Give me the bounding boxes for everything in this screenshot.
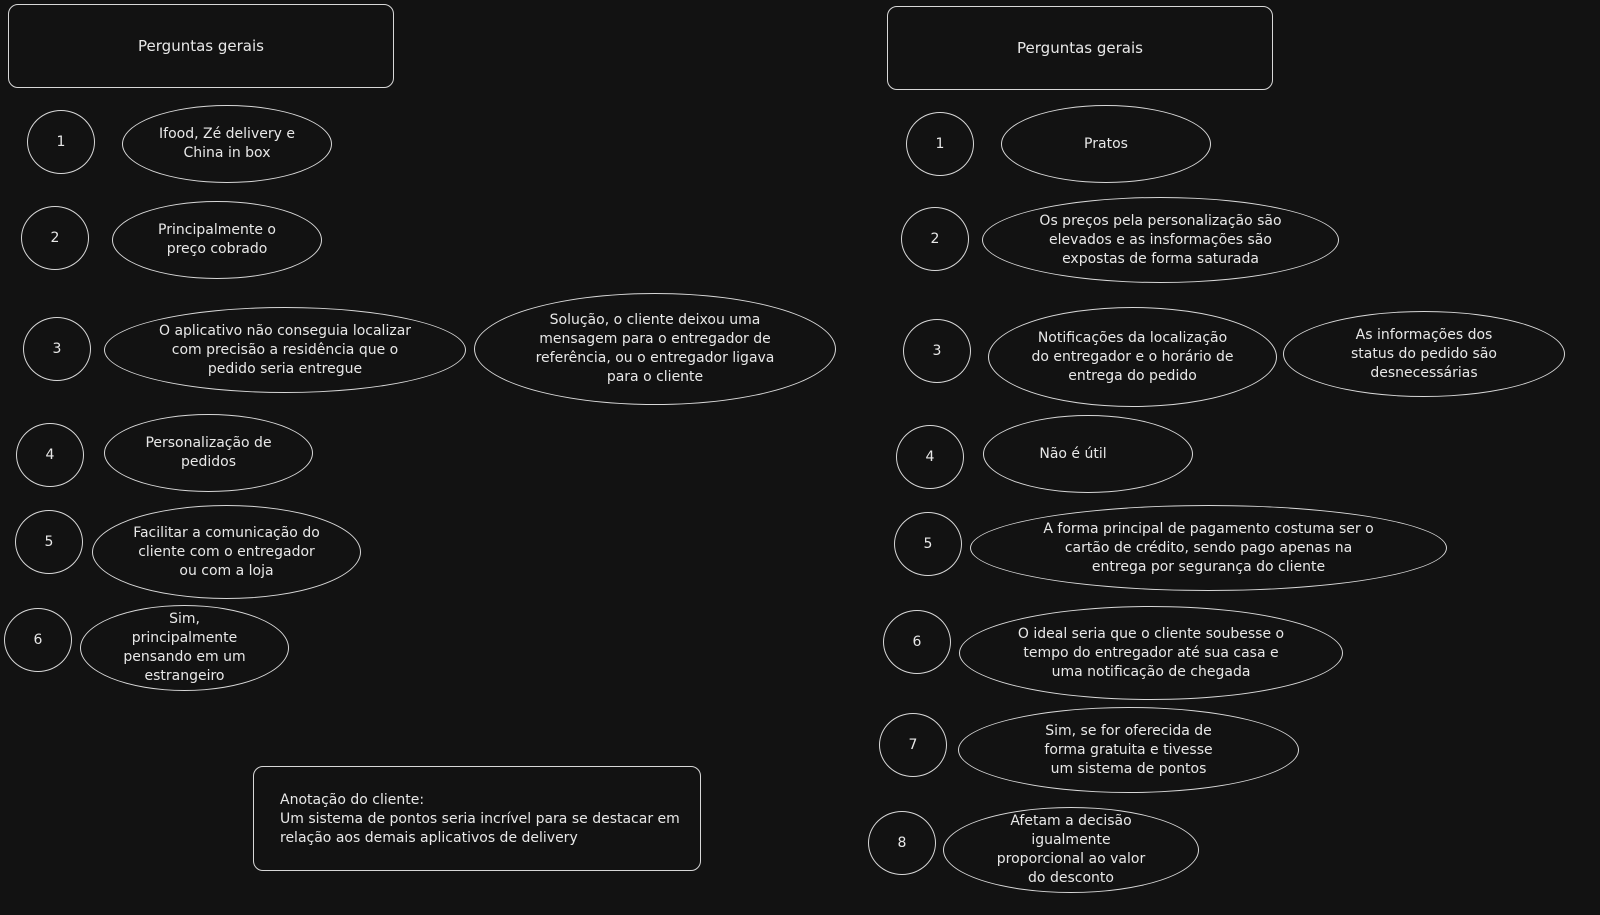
right-answer-4: Não é útil <box>983 415 1193 493</box>
right-header-box: Perguntas gerais <box>887 6 1273 90</box>
right-answer-2: Os preços pela personalização são elevados e as insformações são expostas de forma saturada <box>982 197 1339 283</box>
right-answer-1: Pratos <box>1001 105 1211 183</box>
right-question-7-number: 7 <box>879 713 947 777</box>
right-question-3-number: 3 <box>903 319 971 383</box>
client-annotation-line-2: relação aos demais aplicativos de delivery <box>280 830 578 846</box>
right-answer-3-detail: As informações dos status do pedido são desnecessárias <box>1283 311 1565 397</box>
right-question-8-number: 8 <box>868 811 936 875</box>
left-answer-6: Sim, principalmente pensando em um estrangeiro <box>80 605 289 691</box>
left-question-3-number: 3 <box>23 317 91 381</box>
left-answer-1: Ifood, Zé delivery e China in box <box>122 105 332 183</box>
right-answer-7: Sim, se for oferecida de forma gratuita e tivesse um sistema de pontos <box>958 707 1299 793</box>
left-answer-5: Facilitar a comunicação do cliente com o entregador ou com a loja <box>92 505 361 599</box>
right-question-4-number: 4 <box>896 425 964 489</box>
right-answer-6: O ideal seria que o cliente soubesse o tempo do entregador até sua casa e uma notificação de chegada <box>959 606 1343 700</box>
right-answer-3: Notificações da localização do entregador e o horário de entrega do pedido <box>988 307 1277 407</box>
left-question-6-number: 6 <box>4 608 72 672</box>
left-answer-2: Principalmente o preço cobrado <box>112 201 322 279</box>
left-answer-3-solution: Solução, o cliente deixou uma mensagem para o entregador de referência, ou o entregador ligava para o cliente <box>474 293 836 405</box>
left-question-4-number: 4 <box>16 423 84 487</box>
right-question-6-number: 6 <box>883 610 951 674</box>
right-question-1-number: 1 <box>906 112 974 176</box>
right-question-5-number: 5 <box>894 512 962 576</box>
left-question-2-number: 2 <box>21 206 89 270</box>
left-question-5-number: 5 <box>15 510 83 574</box>
right-answer-5: A forma principal de pagamento costuma ser o cartão de crédito, sendo pago apenas na entrega por segurança do cliente <box>970 505 1447 591</box>
left-header-box: Perguntas gerais <box>8 4 394 88</box>
client-annotation-title: Anotação do cliente: <box>280 792 425 808</box>
left-question-1-number: 1 <box>27 110 95 174</box>
client-annotation-line-1: Um sistema de pontos seria incrível para se destacar em <box>280 811 680 827</box>
left-answer-4: Personalização de pedidos <box>104 414 313 492</box>
right-question-2-number: 2 <box>901 207 969 271</box>
right-answer-8: Afetam a decisão igualmente proporcional ao valor do desconto <box>943 807 1199 893</box>
left-answer-3: O aplicativo não conseguia localizar com precisão a residência que o pedido seria entregue <box>104 307 466 393</box>
client-annotation-box <box>253 766 701 871</box>
